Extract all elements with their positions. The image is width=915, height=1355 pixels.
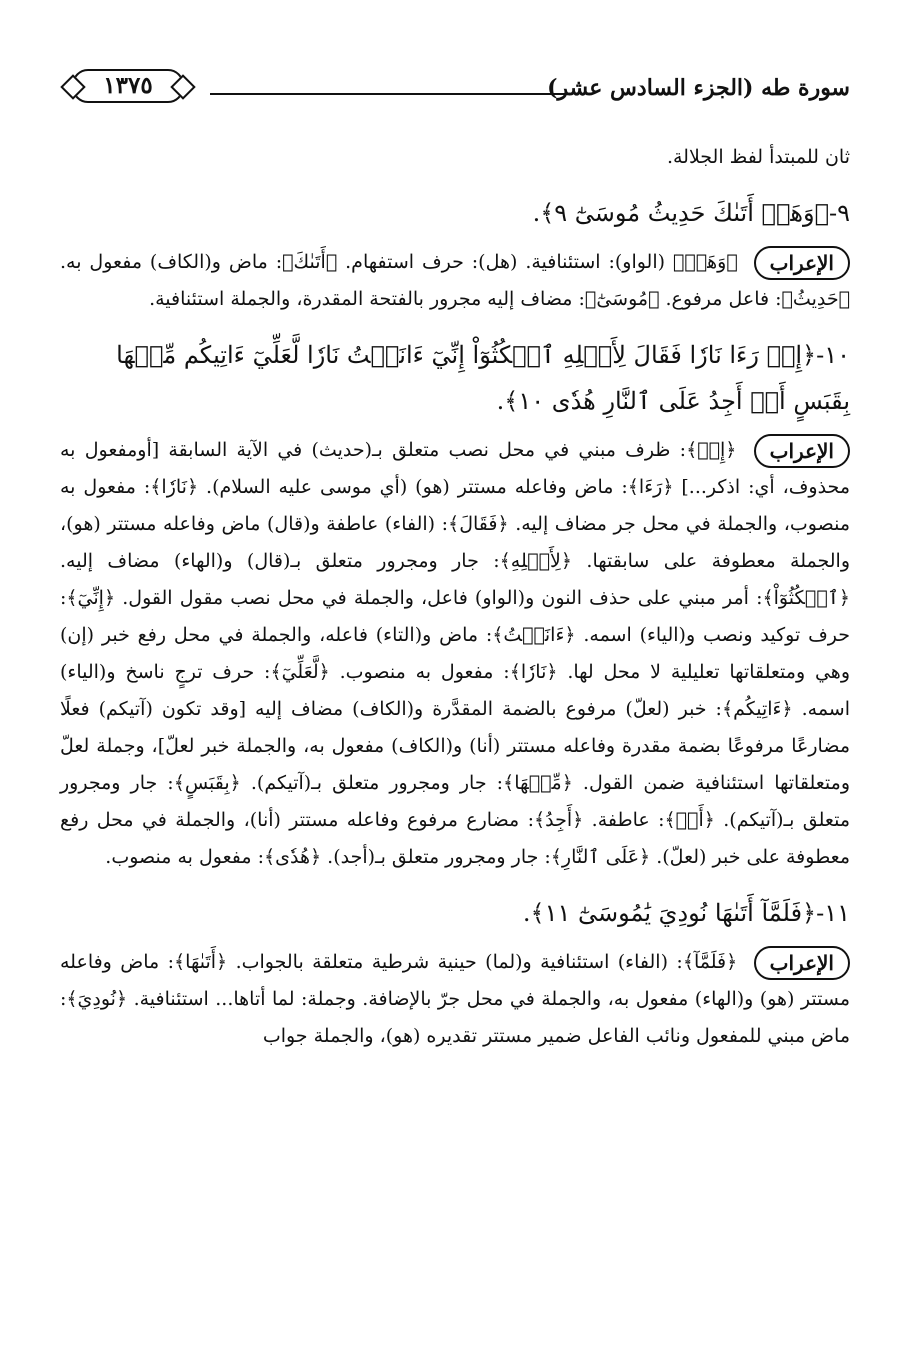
page-header xyxy=(60,55,850,125)
irab-verse-11 xyxy=(60,944,850,1055)
irab-verse-9 xyxy=(60,244,850,318)
page-number: ١٣٧٥ xyxy=(72,69,184,103)
verse-10: ١٠-﴿إِذۡ رَءَا نَارٗا فَقَالَ لِأَهۡلِهِ ٱمۡكُثُوٓاْ إِنِّيٓ ءَانَسۡتُ نَارٗا لَّعَلِّيٓ ءَاتِيكُم مِّنۡهَا بِقَبَسٍ أَوۡ أَجِدُ عَلَى ٱلنَّارِ هُدٗى ١٠﴾. xyxy=(116,341,850,415)
verse-11: ١١-﴿فَلَمَّآ أَتَىٰهَا نُودِيَ يَٰمُوسَىٰٓ ١١﴾. xyxy=(522,899,850,927)
irab-badge: الإعراب xyxy=(754,434,850,468)
running-title: سورة طه (الجزء السادس عشر) xyxy=(547,75,850,101)
irab-verse-10-text: ﴿إِذۡ﴾: ظرف مبني في محل نصب متعلق بـ(حديث) في الآية السابقة [أومفعول به محذوف، أي: اذكر...] ﴿رَءَا﴾: ماض وفاعله مستتر (هو) (أي موسى عليه السلام). ﴿نَارٗا﴾: مفعول به منصوب، والجملة في محل جر مضاف إليه. ﴿فَقَالَ﴾: (الفاء) عاطفة و(قال) ماض وفاعله مستتر (هو)، والجملة معطوفة على سابقتها. ﴿لِأَهۡلِهِ﴾: جار ومجرور متعلق بـ(قال) و(الهاء) مضاف إليه. ﴿ٱمۡكُثُوٓاْ﴾: أمر مبني على حذف النون و(الواو) فاعل، والجملة في محل نصب مقول القول. ﴿إِنِّيٓ﴾: حرف توكيد ونصب و(الياء) اسمه. ﴿ءَانَسۡتُ﴾: ماض و(التاء) فاعله، والجملة في محل رفع خبر (إن) وهي ومتعلقاتها تعليلية لا محل لها. ﴿نَارٗا﴾: مفعول به منصوب. ﴿لَّعَلِّيٓ﴾: حرف ترجٍ ناسخ و(الياء) اسمه. ﴿ءَاتِيكُم﴾: خبر (لعلّ) مرفوع بالضمة المقدَّرة و(الكاف) مضاف إليه [وقد تكون (آتيكم) فعلًا مضارعًا مرفوعًا بضمة مقدرة وفاعله مستتر (أنا) و(الكاف) مفعول به، والجملة خبر لعلّ]، وجملة لعلّ ومتعلقاتها استئنافية ضمن القول. ﴿مِّنۡهَا﴾: جار ومجرور متعلق بـ(آتيكم). ﴿بِقَبَسٍ﴾: جار ومجرور متعلق بـ(آتيكم). ﴿أَوۡ﴾: عاطفة. ﴿أَجِدُ﴾: مضارع مرفوع وفاعله مستتر (أنا)، والجملة في محل رفع معطوفة على خبر (لعلّ). ﴿عَلَى ٱلنَّارِ﴾: جار ومجرور متعلق بـ(أجد). ﴿هُدٗى﴾: مفعول به منصوب. xyxy=(60,439,850,868)
verse-9: ٩-﴿وَهَلۡ أَتَىٰكَ حَدِيثُ مُوسَىٰٓ ٩﴾. xyxy=(532,199,850,227)
irab-verse-11-text: ﴿فَلَمَّآ﴾: (الفاء) استئنافية و(لما) حينية شرطية متعلقة بالجواب. ﴿أَتَىٰهَا﴾: ماض وفاعله مستتر (هو) و(الهاء) مفعول به، والجملة في محل جرّ بالإضافة. وجملة: لما أتاها... استئنافية. ﴿نُودِيَ﴾: ماض مبني للمفعول ونائب الفاعل ضمير مستتر تقديره (هو)، والجملة جواب xyxy=(60,951,850,1047)
irab-verse-9-text: ﴿وَهَلۡ﴾ (الواو): استئنافية. (هل): حرف استفهام. ﴿أَتَىٰكَ﴾: ماض و(الكاف) مفعول به. ﴿حَدِيثُ﴾: فاعل مرفوع. ﴿مُوسَىٰٓ﴾: مضاف إليه مجرور بالفتحة المقدرة، والجملة استئنافية. xyxy=(60,251,850,310)
irab-badge: الإعراب xyxy=(754,946,850,980)
irab-badge: الإعراب xyxy=(754,246,850,280)
header-rule xyxy=(210,93,570,95)
irab-verse-10 xyxy=(60,432,850,876)
book-page xyxy=(60,55,850,1055)
continuation-text: ثان للمبتدأ لفظ الجلالة. xyxy=(666,146,850,168)
